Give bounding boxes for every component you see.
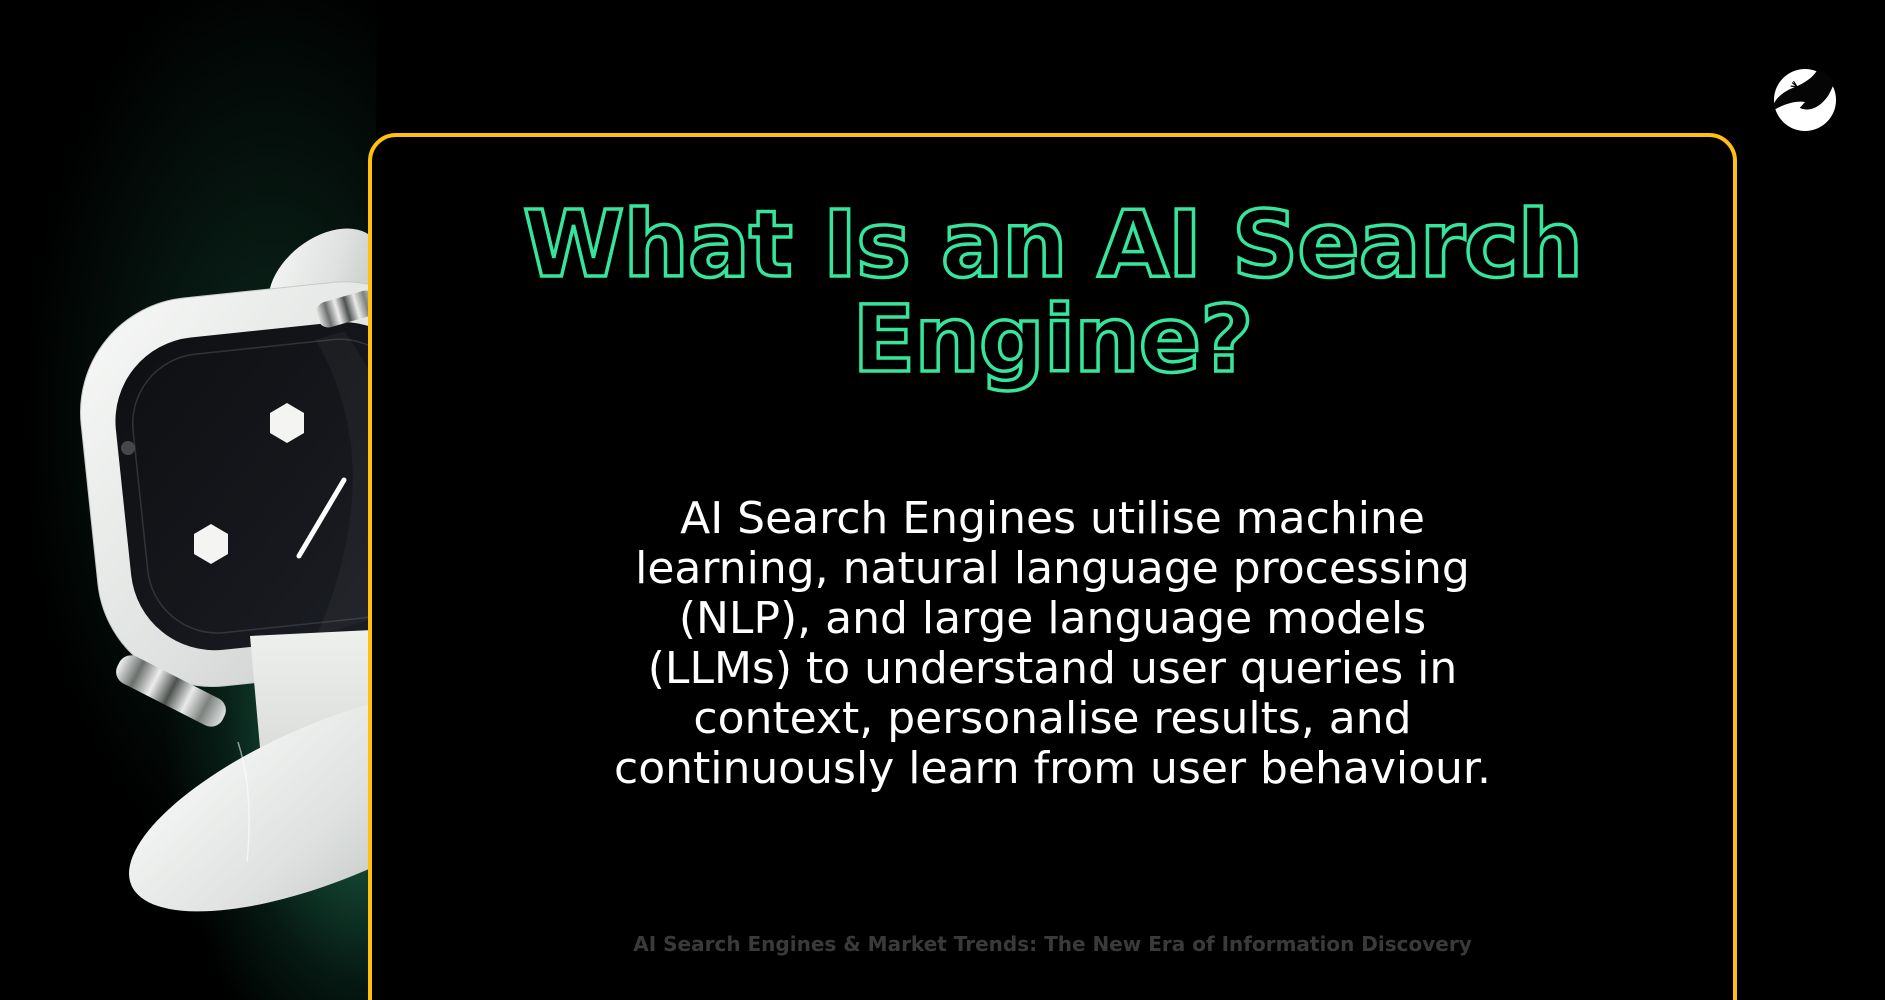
body-line: continuously learn from user behaviour. (614, 743, 1491, 794)
content-card (368, 133, 1737, 1000)
gecko-logo-icon (1772, 67, 1838, 133)
robot-mascot-icon (0, 0, 372, 1000)
brand-logo (1772, 67, 1838, 133)
body-line: learning, natural language processing (635, 543, 1470, 594)
robot-shell-emblem (121, 441, 135, 455)
slide-title (372, 191, 1733, 393)
body-line: AI Search Engines utilise machine (680, 493, 1425, 544)
slide-footer-caption: AI Search Engines & Market Trends: The New Era of Information Discovery (633, 932, 1472, 956)
title-line-2: Engine? (852, 286, 1253, 393)
body-line: (LLMs) to understand user queries in (647, 643, 1458, 694)
body-line: context, personalise results, and (693, 693, 1412, 744)
robot-mascot-illustration (0, 0, 372, 1000)
body-line: (NLP), and large language models (678, 593, 1427, 644)
slide-body (372, 494, 1733, 794)
title-line-1: What Is an AI Search (522, 191, 1583, 298)
